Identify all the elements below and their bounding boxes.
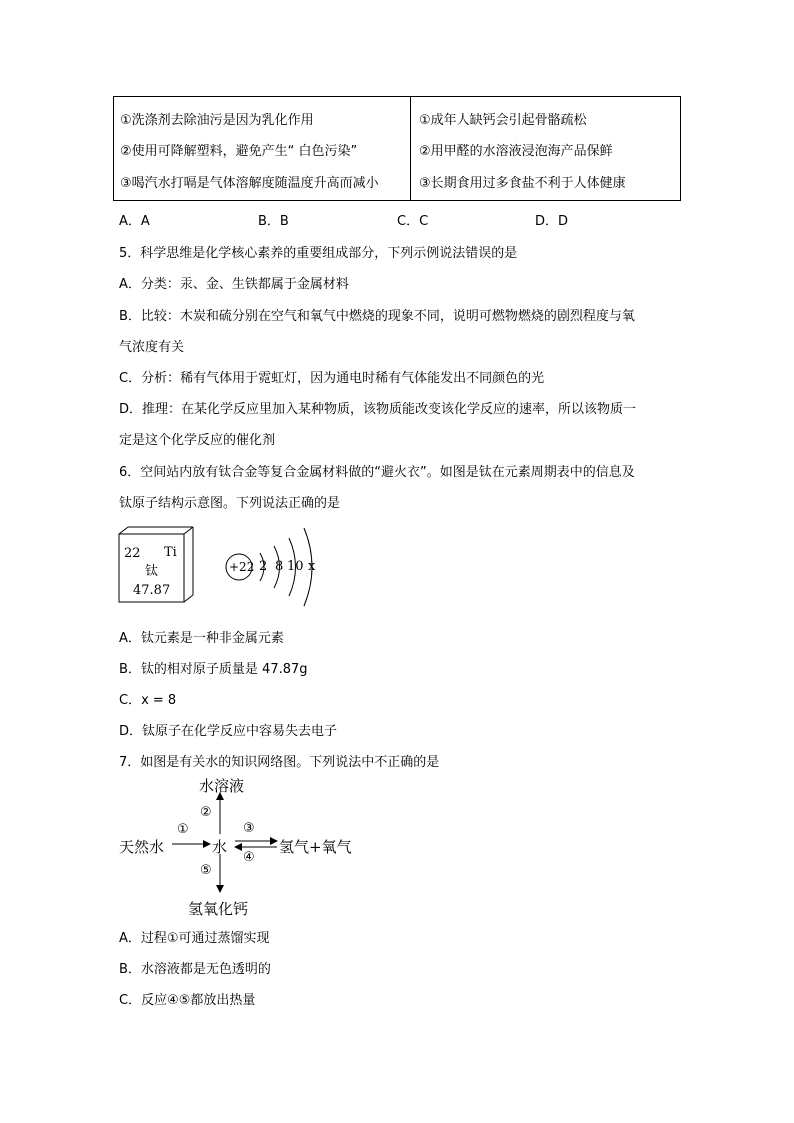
table-left-3: ③喝汽水打嗝是气体溶解度随温度升高而减小 — [120, 176, 379, 191]
q5-option-d-line1[interactable]: D．推理：在某化学反应里加入某种物质，该物质能改变该化学反应的速率，所以该物质一 — [119, 402, 637, 417]
q6-stem-line2: 钛原子结构示意图。下列说法正确的是 — [119, 496, 341, 511]
label-process-5: ⑤ — [200, 863, 212, 878]
table-right-1: ①成年人缺钙会引起骨骼疏松 — [419, 113, 587, 128]
label-process-1: ① — [177, 822, 189, 837]
q4-option-d[interactable]: D．D — [535, 214, 569, 229]
shell-3-electrons: 10 — [287, 559, 304, 574]
node-natural-water: 天然水 — [119, 838, 165, 856]
q6-stem-line1: 6．空间站内放有钛合金等复合金属材料做的“避火衣”。如图是钛在元素周期表中的信息及 — [119, 465, 635, 480]
q6-option-b[interactable]: B．钛的相对原子质量是 47.87g — [119, 662, 308, 677]
shell-2-electrons: 8 — [275, 559, 284, 574]
label-process-2: ② — [200, 805, 212, 820]
q5-option-b-line2: 气浓度有关 — [119, 340, 185, 355]
node-calcium-hydroxide: 氢氧化钙 — [188, 900, 249, 918]
q5-stem: 5．科学思维是化学核心素养的重要组成部分，下列示例说法错误的是 — [119, 246, 518, 261]
q4-option-b[interactable]: B．B — [258, 214, 289, 229]
q6-option-c[interactable]: C．x = 8 — [119, 693, 177, 708]
q5-option-d-line2: 定是这个化学反应的催化剂 — [119, 433, 276, 448]
q7-option-b[interactable]: B．水溶液都是无色透明的 — [119, 962, 271, 977]
shell-1-electrons: 2 — [259, 559, 268, 574]
nucleus-charge: +22 — [229, 560, 255, 574]
q4-options-table — [113, 96, 681, 201]
q7-stem: 7．如图是有关水的知识网络图。下列说法中不正确的是 — [119, 755, 440, 770]
node-hydrogen-oxygen: 氢气+氧气 — [279, 838, 352, 856]
q7-option-c[interactable]: C．反应④⑤都放出热量 — [119, 993, 256, 1008]
table-left-1: ①洗涤剂去除油污是因为乳化作用 — [120, 113, 314, 128]
table-right-3: ③长期食用过多食盐不利于人体健康 — [419, 176, 626, 191]
element-name: 钛 — [145, 564, 159, 579]
q4-option-c[interactable]: C．C — [397, 214, 429, 229]
q6-option-d[interactable]: D．钛原子在化学反应中容易失去电子 — [119, 724, 338, 739]
table-left-2: ②使用可降解塑料，避免产生“ 白色污染” — [120, 144, 358, 159]
label-process-4: ④ — [243, 850, 255, 865]
q5-option-c[interactable]: C．分析：稀有气体用于霓虹灯，因为通电时稀有气体能发出不同颜色的光 — [119, 371, 545, 386]
atomic-number: 22 — [124, 546, 141, 561]
table-right-2: ②用甲醛的水溶液浸泡海产品保鲜 — [419, 144, 613, 159]
q5-option-b-line1[interactable]: B．比较：木炭和硫分别在空气和氧气中燃烧的现象不同，说明可燃物燃烧的剧烈程度与氧 — [119, 309, 635, 324]
element-symbol: Ti — [164, 545, 177, 560]
q5-option-a[interactable]: A．分类：汞、金、生铁都属于金属材料 — [119, 277, 349, 292]
node-aqueous-solution: 水溶液 — [199, 777, 245, 795]
atomic-mass: 47.87 — [133, 583, 171, 598]
node-water: 水 — [212, 838, 228, 856]
q6-option-a[interactable]: A．钛元素是一种非金属元素 — [119, 631, 284, 646]
q7-option-a[interactable]: A．过程①可通过蒸馏实现 — [119, 931, 270, 946]
label-process-3: ③ — [243, 821, 255, 836]
shell-4-electrons: x — [308, 559, 316, 574]
table-divider — [410, 97, 411, 200]
q4-option-a[interactable]: A．A — [119, 214, 150, 229]
